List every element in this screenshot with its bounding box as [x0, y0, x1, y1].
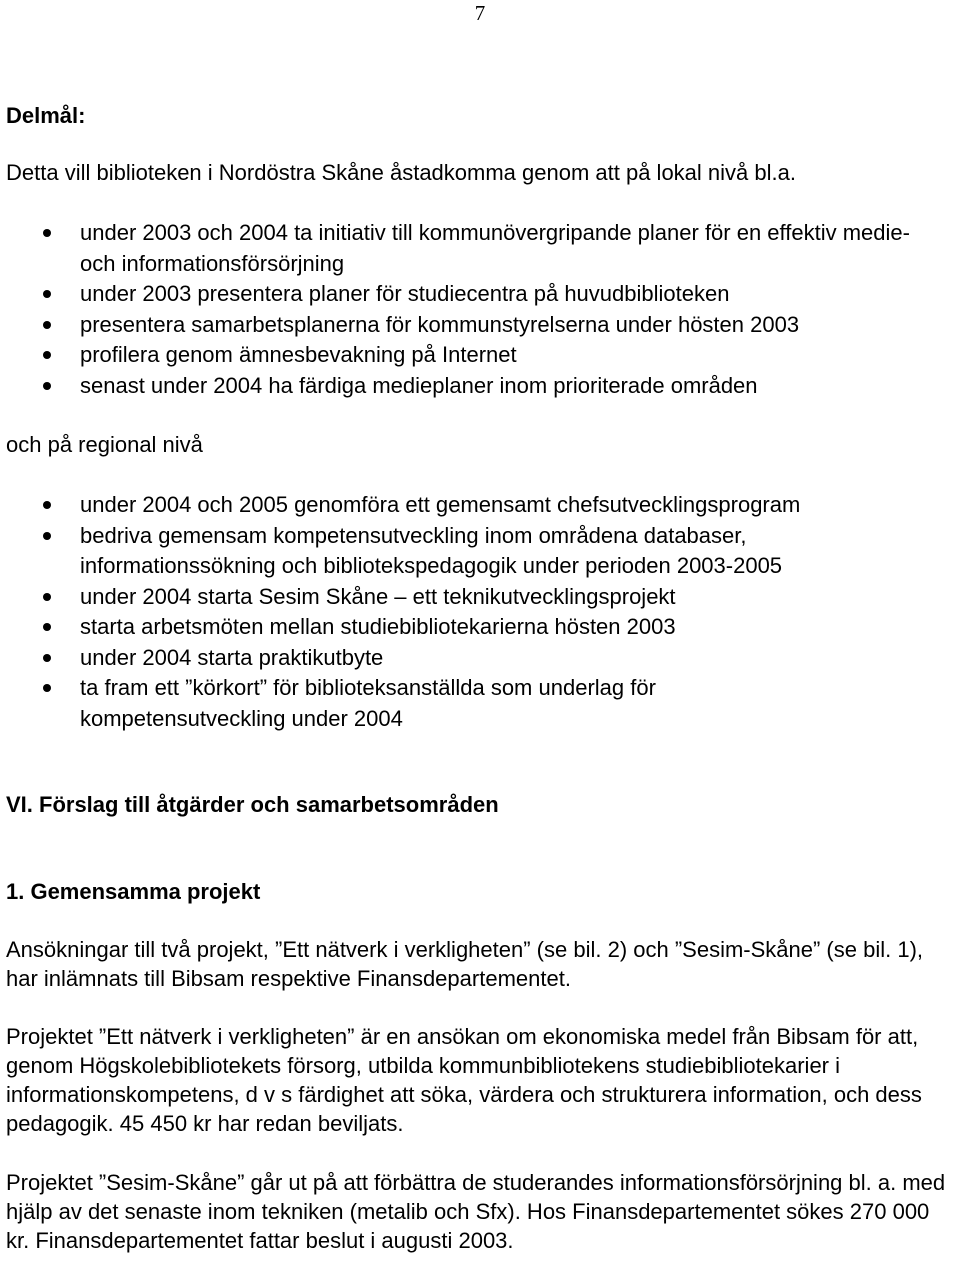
bullet-icon [43, 290, 51, 298]
list-item [0, 582, 954, 613]
list-item-text: presentera samarbetsplanerna för kommunstyrelserna under hösten 2003 [80, 311, 800, 337]
list-item [0, 521, 954, 582]
list-item-text: under 2003 och 2004 ta initiativ till kommunövergripande planer för en effektiv medie- och informationsförsörjning [80, 220, 910, 276]
list-item-text: ta fram ett ”körkort” för biblioteksanställda som underlag för kompetensutveckling under 2004 [80, 675, 656, 731]
bullet-icon [43, 654, 51, 662]
delmal-heading: Delmål: [6, 103, 86, 128]
bullet-icon [43, 351, 51, 359]
list-item [0, 340, 954, 371]
list-item-text: bedriva gemensam kompetensutveckling inom områdena databaser, informationssökning och bibliotekspedagogik under perioden 2003-2005 [80, 522, 783, 578]
local-goals-list [0, 218, 954, 401]
page-number: 7 [474, 1, 486, 25]
list-item-text: under 2004 starta Sesim Skåne – ett teknikutvecklingsprojekt [80, 583, 676, 609]
list-item [0, 279, 954, 310]
regional-goals-list [0, 490, 954, 734]
bullet-icon [43, 321, 51, 329]
bullet-icon [43, 532, 51, 540]
bullet-icon [43, 593, 51, 601]
list-item-text: profilera genom ämnesbevakning på Internet [80, 342, 517, 367]
list-item [0, 673, 954, 734]
list-item-text: under 2004 och 2005 genomföra ett gemensamt chefsutvecklingsprogram [80, 492, 801, 517]
list-item-text: starta arbetsmöten mellan studiebibliotekarierna hösten 2003 [80, 614, 676, 639]
bullet-icon [43, 684, 51, 692]
list-item [0, 310, 954, 341]
bullet-icon [43, 229, 51, 237]
list-item [0, 371, 954, 402]
section-vi-heading: VI. Förslag till åtgärder och samarbetsområden [6, 792, 499, 817]
list-item [0, 643, 954, 674]
list-item-text: senast under 2004 ha färdiga medieplaner inom prioriterade områden [80, 372, 758, 398]
bullet-icon [43, 382, 51, 390]
bullet-icon [43, 501, 51, 509]
list-item [0, 218, 954, 279]
list-item [0, 612, 954, 643]
subsection-1-heading: 1. Gemensamma projekt [6, 879, 261, 904]
paragraph-applications: Ansökningar till två projekt, ”Ett nätverk i verkligheten” (se bil. 2) och ”Sesim-Skåne” (se bil. 1), har inlämnats till Bibsam respektive Finansdepartementet. [6, 937, 924, 991]
list-item-text: under 2003 presentera planer för studiecentra på huvudbiblioteken [80, 281, 730, 306]
bullet-icon [43, 623, 51, 631]
list-item [0, 490, 954, 521]
delmal-intro: Detta vill biblioteken i Nordöstra Skåne åstadkomma genom att på lokal nivå bl.a. [6, 160, 796, 185]
list-item-text: under 2004 starta praktikutbyte [80, 644, 384, 670]
paragraph-sesim: Projektet ”Sesim-Skåne” går ut på att förbättra de studerandes informationsförsörjning bl. a. med hjälp av det senaste inom tekniken (metalib och Sfx). Hos Finansdepartementet sökes 270 000 kr. Finansdepartementet fattar beslut i augusti 2003. [6, 1170, 946, 1253]
regional-intro: och på regional nivå [6, 432, 203, 457]
paragraph-natverk: Projektet ”Ett nätverk i verkligheten” är en ansökan om ekonomiska medel från Bibsam för att, genom Högskolebibliotekets försorg, utbilda kommunbibliotekens studiebibliotekarier i informationskompetens, d v s färdighet att söka, värdera och strukturera information, och dess pedagogik. 45 450 kr har redan beviljats. [6, 1024, 922, 1136]
